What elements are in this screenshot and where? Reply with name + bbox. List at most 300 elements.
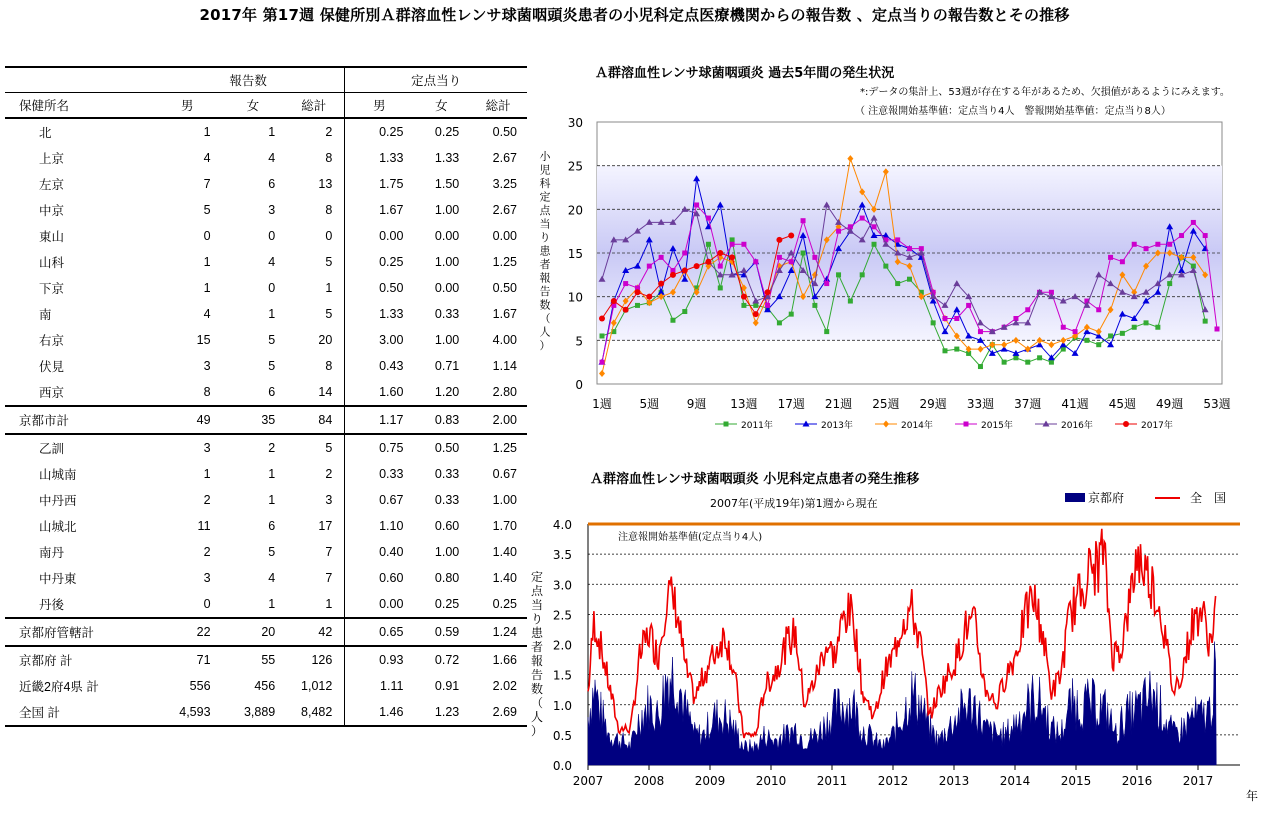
table-row bbox=[5, 618, 527, 646]
header-rate-female: 女 bbox=[435, 99, 448, 113]
y-tick-label: 2.5 bbox=[552, 608, 572, 623]
data-point bbox=[812, 255, 817, 260]
male-count: 4 bbox=[203, 151, 211, 165]
data-point bbox=[954, 316, 959, 321]
total-count: 13 bbox=[285, 171, 345, 197]
female-rate: 1.33 bbox=[434, 151, 460, 165]
female-rate: 0.59 bbox=[434, 625, 460, 639]
y-axis-label-char: 数 bbox=[530, 682, 544, 696]
y-tick-label: 0.0 bbox=[552, 759, 572, 773]
female-rate: 0.25 bbox=[434, 597, 460, 611]
data-point bbox=[717, 250, 723, 256]
y-axis-label-char: ） bbox=[539, 339, 551, 352]
y-axis-label-char: 小 bbox=[539, 150, 551, 163]
data-point bbox=[1108, 255, 1113, 260]
male-rate: 1.33 bbox=[379, 151, 404, 165]
center-name: 東山 bbox=[39, 230, 65, 244]
data-point bbox=[883, 264, 888, 269]
weekly-chart-thresholds-note: （ 注意報開始基準値：定点当り4人 警報開始基準値：定点当り8人） bbox=[855, 106, 1171, 117]
legend-marker bbox=[724, 422, 729, 427]
data-point bbox=[705, 259, 711, 265]
total-count: 1 bbox=[285, 591, 345, 618]
y-tick-label: 10 bbox=[567, 290, 583, 305]
total-count: 3 bbox=[285, 487, 345, 513]
data-point bbox=[895, 281, 900, 286]
data-point bbox=[848, 299, 853, 304]
y-tick-label: 1.0 bbox=[552, 698, 572, 713]
x-tick-label: 9週 bbox=[686, 397, 707, 411]
legend-swatch-kyoto bbox=[1065, 493, 1085, 502]
data-point bbox=[788, 233, 794, 239]
total-rate: 1.66 bbox=[492, 653, 517, 667]
male-rate: 1.11 bbox=[380, 679, 404, 693]
male-count: 4 bbox=[203, 307, 211, 321]
data-point bbox=[694, 202, 699, 207]
header-male: 男 bbox=[180, 99, 194, 113]
female-rate: 0.33 bbox=[434, 467, 460, 481]
data-point bbox=[824, 329, 829, 334]
table-row bbox=[5, 406, 527, 434]
legend-label: 2017年 bbox=[1141, 421, 1173, 431]
total-count: 5 bbox=[285, 249, 345, 275]
female-count: 6 bbox=[268, 177, 276, 191]
data-point bbox=[860, 216, 865, 221]
x-tick-label: 2007 bbox=[572, 774, 604, 788]
x-tick-label: 45週 bbox=[1108, 397, 1137, 411]
y-axis-label-char: 患 bbox=[539, 244, 551, 258]
weekly-chart-title: Ａ群溶血性レンサ球菌咽頭炎 過去5年間の発生状況 bbox=[595, 66, 895, 81]
female-rate: 0.80 bbox=[434, 571, 460, 585]
data-point bbox=[741, 242, 746, 247]
total-count: 2 bbox=[285, 461, 345, 487]
data-point bbox=[1191, 220, 1196, 225]
legend-label: 2014年 bbox=[901, 421, 933, 431]
male-rate: 1.10 bbox=[379, 519, 404, 533]
x-tick-label: 17週 bbox=[777, 397, 805, 411]
header-spacer bbox=[5, 67, 154, 93]
x-tick-label: 2017 bbox=[1182, 774, 1214, 788]
data-point bbox=[599, 316, 605, 322]
data-point bbox=[1002, 360, 1007, 365]
data-point bbox=[1096, 342, 1101, 347]
page-title: 2017年 第17週 保健所別Ａ群溶血性レンサ球菌咽頭炎患者の小児科定点医療機関からの報告数 、定点当りの報告数とその推移 bbox=[199, 6, 1070, 24]
female-rate: 0.71 bbox=[434, 359, 460, 373]
total-rate: 0.50 bbox=[492, 125, 517, 139]
data-point bbox=[907, 277, 912, 282]
y-axis-label-char: 告 bbox=[539, 285, 551, 298]
weekly-chart-svg bbox=[535, 60, 1255, 445]
total-rate: 0.00 bbox=[492, 229, 517, 243]
data-point bbox=[659, 255, 664, 260]
x-tick-label: 2009 bbox=[694, 774, 726, 788]
center-name: 伏見 bbox=[39, 360, 65, 374]
legend-item bbox=[875, 419, 933, 431]
total-rate: 3.25 bbox=[492, 177, 517, 191]
total-count: 7 bbox=[285, 539, 345, 565]
female-count: 1 bbox=[268, 467, 276, 481]
y-axis-label-char: 児 bbox=[539, 163, 551, 177]
male-count: 2 bbox=[203, 545, 211, 559]
data-point bbox=[895, 237, 900, 242]
y-axis-label-char: 当 bbox=[539, 217, 551, 231]
data-point bbox=[634, 289, 640, 295]
data-point bbox=[812, 303, 817, 308]
total-rate: 1.40 bbox=[492, 571, 517, 585]
y-axis-label-char: （ bbox=[530, 696, 544, 710]
male-rate: 0.75 bbox=[379, 441, 404, 455]
total-rate: 1.00 bbox=[492, 493, 517, 507]
y-tick-label: 5 bbox=[575, 334, 583, 349]
y-tick-label: 1.5 bbox=[552, 668, 572, 683]
male-rate: 1.46 bbox=[379, 705, 404, 719]
female-rate: 1.23 bbox=[434, 705, 460, 719]
y-tick-label: 15 bbox=[567, 247, 583, 261]
total-count: 126 bbox=[285, 646, 345, 673]
trend-chart-subtitle: 2007年(平成19年)第1週から現在 bbox=[710, 497, 878, 510]
data-point bbox=[1120, 331, 1125, 336]
total-rate: 1.25 bbox=[492, 441, 517, 455]
legend-label-national: 全 国 bbox=[1190, 491, 1227, 505]
total-count: 2 bbox=[285, 118, 345, 145]
center-name: 京都府 計 bbox=[19, 654, 73, 668]
data-point bbox=[1037, 355, 1042, 360]
center-name: 南丹 bbox=[39, 546, 65, 560]
data-point bbox=[1203, 233, 1208, 238]
legend-marker bbox=[1123, 421, 1129, 427]
x-tick-label: 53週 bbox=[1203, 397, 1231, 411]
data-point bbox=[1013, 355, 1018, 360]
data-point bbox=[1049, 360, 1054, 365]
table-row bbox=[5, 223, 527, 249]
legend-marker bbox=[883, 421, 889, 428]
total-count: 84 bbox=[285, 406, 345, 434]
data-point bbox=[1132, 325, 1137, 330]
female-count: 1 bbox=[268, 597, 276, 611]
table-row bbox=[5, 539, 527, 565]
total-count: 8 bbox=[285, 145, 345, 171]
female-rate: 0.33 bbox=[434, 493, 460, 507]
x-tick-label: 1週 bbox=[592, 397, 612, 411]
y-axis-label-char: 定 bbox=[530, 570, 544, 584]
kyoto-area bbox=[588, 642, 1216, 766]
male-count: 3 bbox=[203, 359, 211, 373]
female-rate: 0.00 bbox=[434, 229, 460, 243]
y-axis-label-char: ） bbox=[530, 724, 544, 738]
data-point bbox=[777, 255, 782, 260]
trend-chart-ylabel bbox=[531, 570, 544, 738]
data-point bbox=[1215, 326, 1220, 331]
legend-item bbox=[795, 419, 853, 431]
data-point bbox=[966, 303, 971, 308]
male-count: 4,593 bbox=[179, 705, 211, 719]
legend-item bbox=[1115, 419, 1173, 431]
female-count: 5 bbox=[268, 333, 276, 347]
header-female: 女 bbox=[246, 99, 260, 113]
x-tick-label: 5週 bbox=[639, 397, 660, 411]
y-axis-label-char: 報 bbox=[539, 271, 551, 285]
table-row bbox=[5, 699, 527, 726]
y-tick-label: 2.0 bbox=[552, 638, 572, 653]
legend-item bbox=[715, 419, 773, 431]
data-point bbox=[646, 294, 652, 300]
data-point bbox=[1144, 246, 1149, 251]
data-point bbox=[954, 347, 959, 352]
data-point bbox=[635, 303, 640, 308]
data-point bbox=[801, 251, 806, 256]
data-point bbox=[942, 348, 947, 353]
center-name: 山科 bbox=[39, 256, 65, 270]
center-name: 中丹東 bbox=[39, 572, 77, 586]
data-point bbox=[1179, 233, 1184, 238]
center-name: 中京 bbox=[39, 204, 65, 218]
y-tick-label: 30 bbox=[567, 116, 583, 130]
male-count: 1 bbox=[203, 125, 211, 139]
table-row bbox=[5, 379, 527, 406]
data-point bbox=[682, 251, 687, 256]
male-rate: 3.00 bbox=[379, 333, 404, 347]
x-tick-label: 2011 bbox=[816, 774, 848, 788]
male-count: 7 bbox=[203, 177, 211, 191]
female-count: 3 bbox=[268, 203, 276, 217]
table-row bbox=[5, 646, 527, 673]
data-point bbox=[765, 303, 770, 308]
female-rate: 0.00 bbox=[434, 281, 460, 295]
data-point bbox=[1108, 333, 1113, 338]
x-tick-label: 2012 bbox=[877, 774, 909, 788]
data-point bbox=[872, 242, 877, 247]
y-axis-label-char: 者 bbox=[539, 258, 551, 271]
male-rate: 0.65 bbox=[379, 625, 404, 639]
table-row bbox=[5, 673, 527, 699]
report-table bbox=[5, 66, 527, 727]
male-rate: 0.50 bbox=[379, 281, 404, 295]
x-tick-label: 2008 bbox=[633, 774, 665, 788]
header-rate-male: 男 bbox=[373, 99, 386, 113]
x-tick-label: 2013 bbox=[938, 774, 970, 788]
total-rate: 1.24 bbox=[492, 625, 517, 639]
center-name: 西京 bbox=[39, 386, 65, 400]
male-rate: 0.93 bbox=[379, 653, 404, 667]
data-point bbox=[1061, 325, 1066, 330]
female-count: 4 bbox=[268, 255, 276, 269]
female-count: 6 bbox=[268, 385, 276, 399]
data-point bbox=[765, 289, 771, 295]
legend-item bbox=[955, 419, 1013, 431]
data-point bbox=[682, 309, 687, 314]
y-tick-label: 0 bbox=[575, 378, 583, 392]
data-point bbox=[753, 259, 758, 264]
female-rate: 0.91 bbox=[434, 679, 460, 693]
legend-label: 2015年 bbox=[981, 421, 1013, 431]
female-count: 55 bbox=[261, 653, 276, 667]
weekly-chart bbox=[535, 60, 1255, 445]
male-count: 0 bbox=[203, 597, 211, 611]
weekly-chart-note: *:データの集計上、53週が存在する年があるため、欠損値があるようにみえます。 bbox=[860, 87, 1230, 98]
data-point bbox=[1132, 242, 1137, 247]
data-point bbox=[647, 264, 652, 269]
x-tick-label: 37週 bbox=[1014, 397, 1042, 411]
table-row bbox=[5, 434, 527, 461]
female-rate: 1.50 bbox=[434, 177, 460, 191]
total-count: 5 bbox=[285, 301, 345, 327]
center-name: 下京 bbox=[39, 282, 65, 296]
center-name: 南 bbox=[39, 308, 52, 322]
legend-item bbox=[1035, 419, 1093, 431]
center-name: 全国 計 bbox=[19, 706, 60, 720]
male-count: 5 bbox=[203, 203, 211, 217]
female-rate: 0.60 bbox=[434, 519, 460, 533]
total-count: 14 bbox=[285, 379, 345, 406]
male-count: 11 bbox=[197, 519, 211, 533]
trend-chart bbox=[525, 465, 1269, 819]
female-rate: 1.20 bbox=[434, 385, 460, 399]
female-count: 6 bbox=[268, 519, 276, 533]
center-name: 中丹西 bbox=[39, 494, 77, 508]
total-count: 8 bbox=[285, 197, 345, 223]
table-row bbox=[5, 301, 527, 327]
x-axis-unit: 年 bbox=[1245, 789, 1259, 803]
y-tick-label: 25 bbox=[567, 159, 583, 174]
female-count: 1 bbox=[268, 493, 276, 507]
female-count: 2 bbox=[268, 441, 276, 455]
total-rate: 2.00 bbox=[492, 413, 517, 427]
male-count: 1 bbox=[203, 255, 211, 269]
legend-label: 2016年 bbox=[1061, 421, 1093, 431]
table-row bbox=[5, 197, 527, 223]
male-count: 1 bbox=[203, 281, 211, 295]
y-axis-label-char: （ bbox=[539, 312, 551, 325]
data-point bbox=[706, 216, 711, 221]
center-name: 乙訓 bbox=[39, 442, 65, 456]
x-tick-label: 21週 bbox=[824, 397, 853, 411]
total-rate: 2.69 bbox=[492, 705, 517, 719]
center-name: 左京 bbox=[39, 178, 65, 192]
total-count: 42 bbox=[285, 618, 345, 646]
x-tick-label: 13週 bbox=[730, 397, 758, 411]
female-rate: 0.83 bbox=[434, 413, 460, 427]
y-axis-label-char: り bbox=[539, 231, 551, 244]
table-row bbox=[5, 513, 527, 539]
x-tick-label: 33週 bbox=[966, 397, 995, 411]
center-name: 京都市計 bbox=[19, 414, 70, 428]
y-axis-label-char: り bbox=[530, 612, 544, 626]
total-rate: 0.25 bbox=[492, 597, 517, 611]
female-rate: 0.33 bbox=[434, 307, 460, 321]
total-count: 1,012 bbox=[285, 673, 345, 699]
data-point bbox=[730, 242, 735, 247]
data-point bbox=[860, 272, 865, 277]
male-rate: 0.43 bbox=[379, 359, 404, 373]
data-point bbox=[1144, 320, 1149, 325]
female-rate: 1.00 bbox=[434, 255, 460, 269]
data-point bbox=[1120, 259, 1125, 264]
male-count: 1 bbox=[203, 467, 211, 481]
total-rate: 1.40 bbox=[492, 545, 517, 559]
data-point bbox=[789, 259, 794, 264]
male-count: 3 bbox=[203, 441, 211, 455]
data-point bbox=[658, 281, 664, 287]
female-rate: 1.00 bbox=[434, 333, 460, 347]
data-point bbox=[682, 267, 688, 273]
x-tick-label: 2015 bbox=[1060, 774, 1092, 788]
table-row bbox=[5, 145, 527, 171]
table-row bbox=[5, 591, 527, 618]
x-tick-label: 25週 bbox=[872, 397, 900, 411]
header-total: 総計 bbox=[285, 93, 345, 119]
male-rate: 1.75 bbox=[379, 177, 404, 191]
total-rate: 2.67 bbox=[492, 151, 517, 165]
total-count: 17 bbox=[285, 513, 345, 539]
y-tick-label: 3.0 bbox=[552, 578, 572, 593]
female-count: 4 bbox=[268, 151, 276, 165]
male-count: 8 bbox=[203, 385, 211, 399]
legend-label: 2013年 bbox=[821, 421, 853, 431]
data-point bbox=[670, 318, 675, 323]
male-rate: 0.00 bbox=[379, 229, 404, 243]
data-point bbox=[718, 264, 723, 269]
x-tick-label: 49週 bbox=[1156, 397, 1184, 411]
data-point bbox=[1073, 329, 1078, 334]
female-count: 0 bbox=[268, 281, 276, 295]
center-name: 丹後 bbox=[39, 598, 65, 612]
female-rate: 0.72 bbox=[434, 653, 460, 667]
y-axis-label-char: 当 bbox=[530, 598, 544, 612]
male-rate: 0.67 bbox=[379, 493, 404, 507]
data-point bbox=[907, 246, 912, 251]
data-point bbox=[1167, 281, 1172, 286]
male-count: 15 bbox=[196, 333, 211, 347]
y-tick-label: 20 bbox=[567, 203, 583, 218]
female-rate: 0.25 bbox=[434, 125, 460, 139]
center-name: 京都府管轄計 bbox=[19, 626, 95, 640]
weekly-chart-ylabel bbox=[540, 149, 552, 352]
y-axis-label-char: 報 bbox=[530, 654, 544, 668]
female-count: 0 bbox=[268, 229, 276, 243]
x-tick-label: 2014 bbox=[999, 774, 1031, 788]
table-row bbox=[5, 327, 527, 353]
legend-label-kyoto: 京都府 bbox=[1088, 491, 1125, 505]
female-rate: 0.50 bbox=[434, 441, 460, 455]
male-rate: 1.67 bbox=[379, 203, 404, 217]
data-point bbox=[1203, 319, 1208, 324]
male-count: 22 bbox=[196, 625, 211, 639]
data-point bbox=[623, 281, 628, 286]
data-point bbox=[753, 311, 759, 317]
data-point bbox=[1155, 325, 1160, 330]
total-count: 5 bbox=[285, 434, 345, 461]
total-rate: 4.00 bbox=[492, 333, 517, 347]
female-rate: 1.00 bbox=[434, 545, 460, 559]
data-point bbox=[718, 285, 723, 290]
data-point bbox=[978, 329, 983, 334]
data-point bbox=[600, 360, 605, 365]
total-rate: 1.14 bbox=[492, 359, 517, 373]
table-row bbox=[5, 353, 527, 379]
y-tick-label: 0.5 bbox=[552, 728, 572, 743]
male-rate: 0.00 bbox=[379, 597, 404, 611]
male-count: 71 bbox=[196, 653, 211, 667]
total-rate: 2.02 bbox=[492, 679, 517, 693]
total-count: 8 bbox=[285, 353, 345, 379]
table-row bbox=[5, 565, 527, 591]
data-point bbox=[670, 272, 676, 278]
x-tick-label: 2016 bbox=[1121, 774, 1153, 788]
y-tick-label: 3.5 bbox=[552, 548, 572, 563]
table-row bbox=[5, 171, 527, 197]
legend-label: 2011年 bbox=[741, 421, 773, 431]
table-row bbox=[5, 275, 527, 301]
y-axis-label-char: 告 bbox=[530, 668, 544, 682]
